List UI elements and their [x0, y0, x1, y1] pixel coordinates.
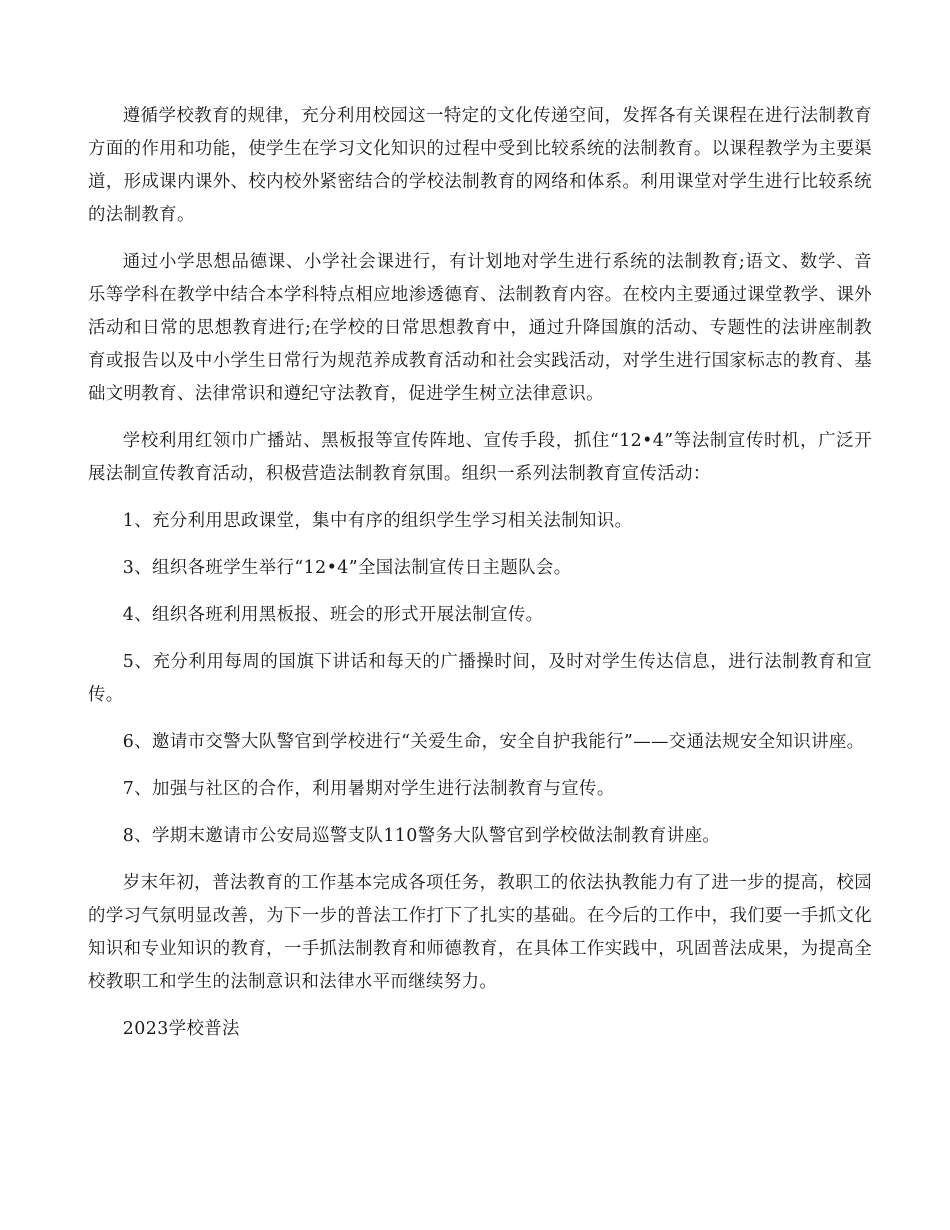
list-item-8: 8、学期末邀请市公安局巡警支队110警务大队警官到学校做法制教育讲座。 — [122, 826, 721, 846]
paragraph-subjects: 通过小学思想品德课、小学社会课进行，有计划地对学生进行系统的法制教育;语文、数学、音乐等学科在教学中结合本学科特点相应地渗透德育、法制教育内容。在校内主要通过课堂教学、课外活动和日常的思想教育进行;在学校的日常思想教育中，通过升降国旗的活动、专题性的法讲座制教育或报告以及中小学生日常行为规范养成教育活动和社会实践活动，对学生进行国家标志的教育、基础文明教育、法律常识和遵纪守法教育，促进学生树立法律意识。 — [88, 252, 872, 404]
section-heading: 2023学校普法 — [122, 1019, 240, 1039]
paragraph-publicity: 学校利用红领巾广播站、黑板报等宣传阵地、宣传手段，抓住“12•4”等法制宣传时机，广泛开展法制宣传教育活动，积极营造法制教育氛围。组织一系列法制教育宣传活动： — [88, 431, 872, 484]
document-page — [88, 100, 872, 1060]
list-item-1: 1、充分利用思政课堂，集中有序的组织学生学习相关法制知识。 — [122, 511, 633, 531]
list-item-5: 5、充分利用每周的国旗下讲话和每天的广播操时间，及时对学生传达信息，进行法制教育和宣传。 — [88, 652, 872, 705]
list-item-4: 4、组织各班利用黑板报、班会的形式开展法制宣传。 — [122, 605, 544, 625]
paragraph-curriculum: 遵循学校教育的规律，充分利用校园这一特定的文化传递空间，发挥各有关课程在进行法制教育方面的作用和功能，使学生在学习文化知识的过程中受到比较系统的法制教育。以课程教学为主要渠道，形成课内课外、校内校外紧密结合的学校法制教育的网络和体系。利用课堂对学生进行比较系统的法制教育。 — [88, 106, 872, 225]
list-item-6: 6、邀请市交警大队警官到学校进行“关爱生命，安全自护我能行”——交通法规安全知识讲座。 — [122, 732, 865, 752]
list-item-3: 3、组织各班学生举行“12•4”全国法制宣传日主题队会。 — [122, 558, 572, 578]
paragraph-summary: 岁末年初，普法教育的工作基本完成各项任务，教职工的依法执教能力有了进一步的提高，校园的学习气氛明显改善，为下一步的普法工作打下了扎实的基础。在今后的工作中，我们要一手抓文化知识和专业知识的教育，一手抓法制教育和师德教育，在具体工作实践中，巩固普法成果，为提高全校教职工和学生的法制意识和法律水平而继续努力。 — [88, 873, 872, 992]
list-item-7: 7、加强与社区的合作，利用暑期对学生进行法制教育与宣传。 — [122, 779, 615, 799]
